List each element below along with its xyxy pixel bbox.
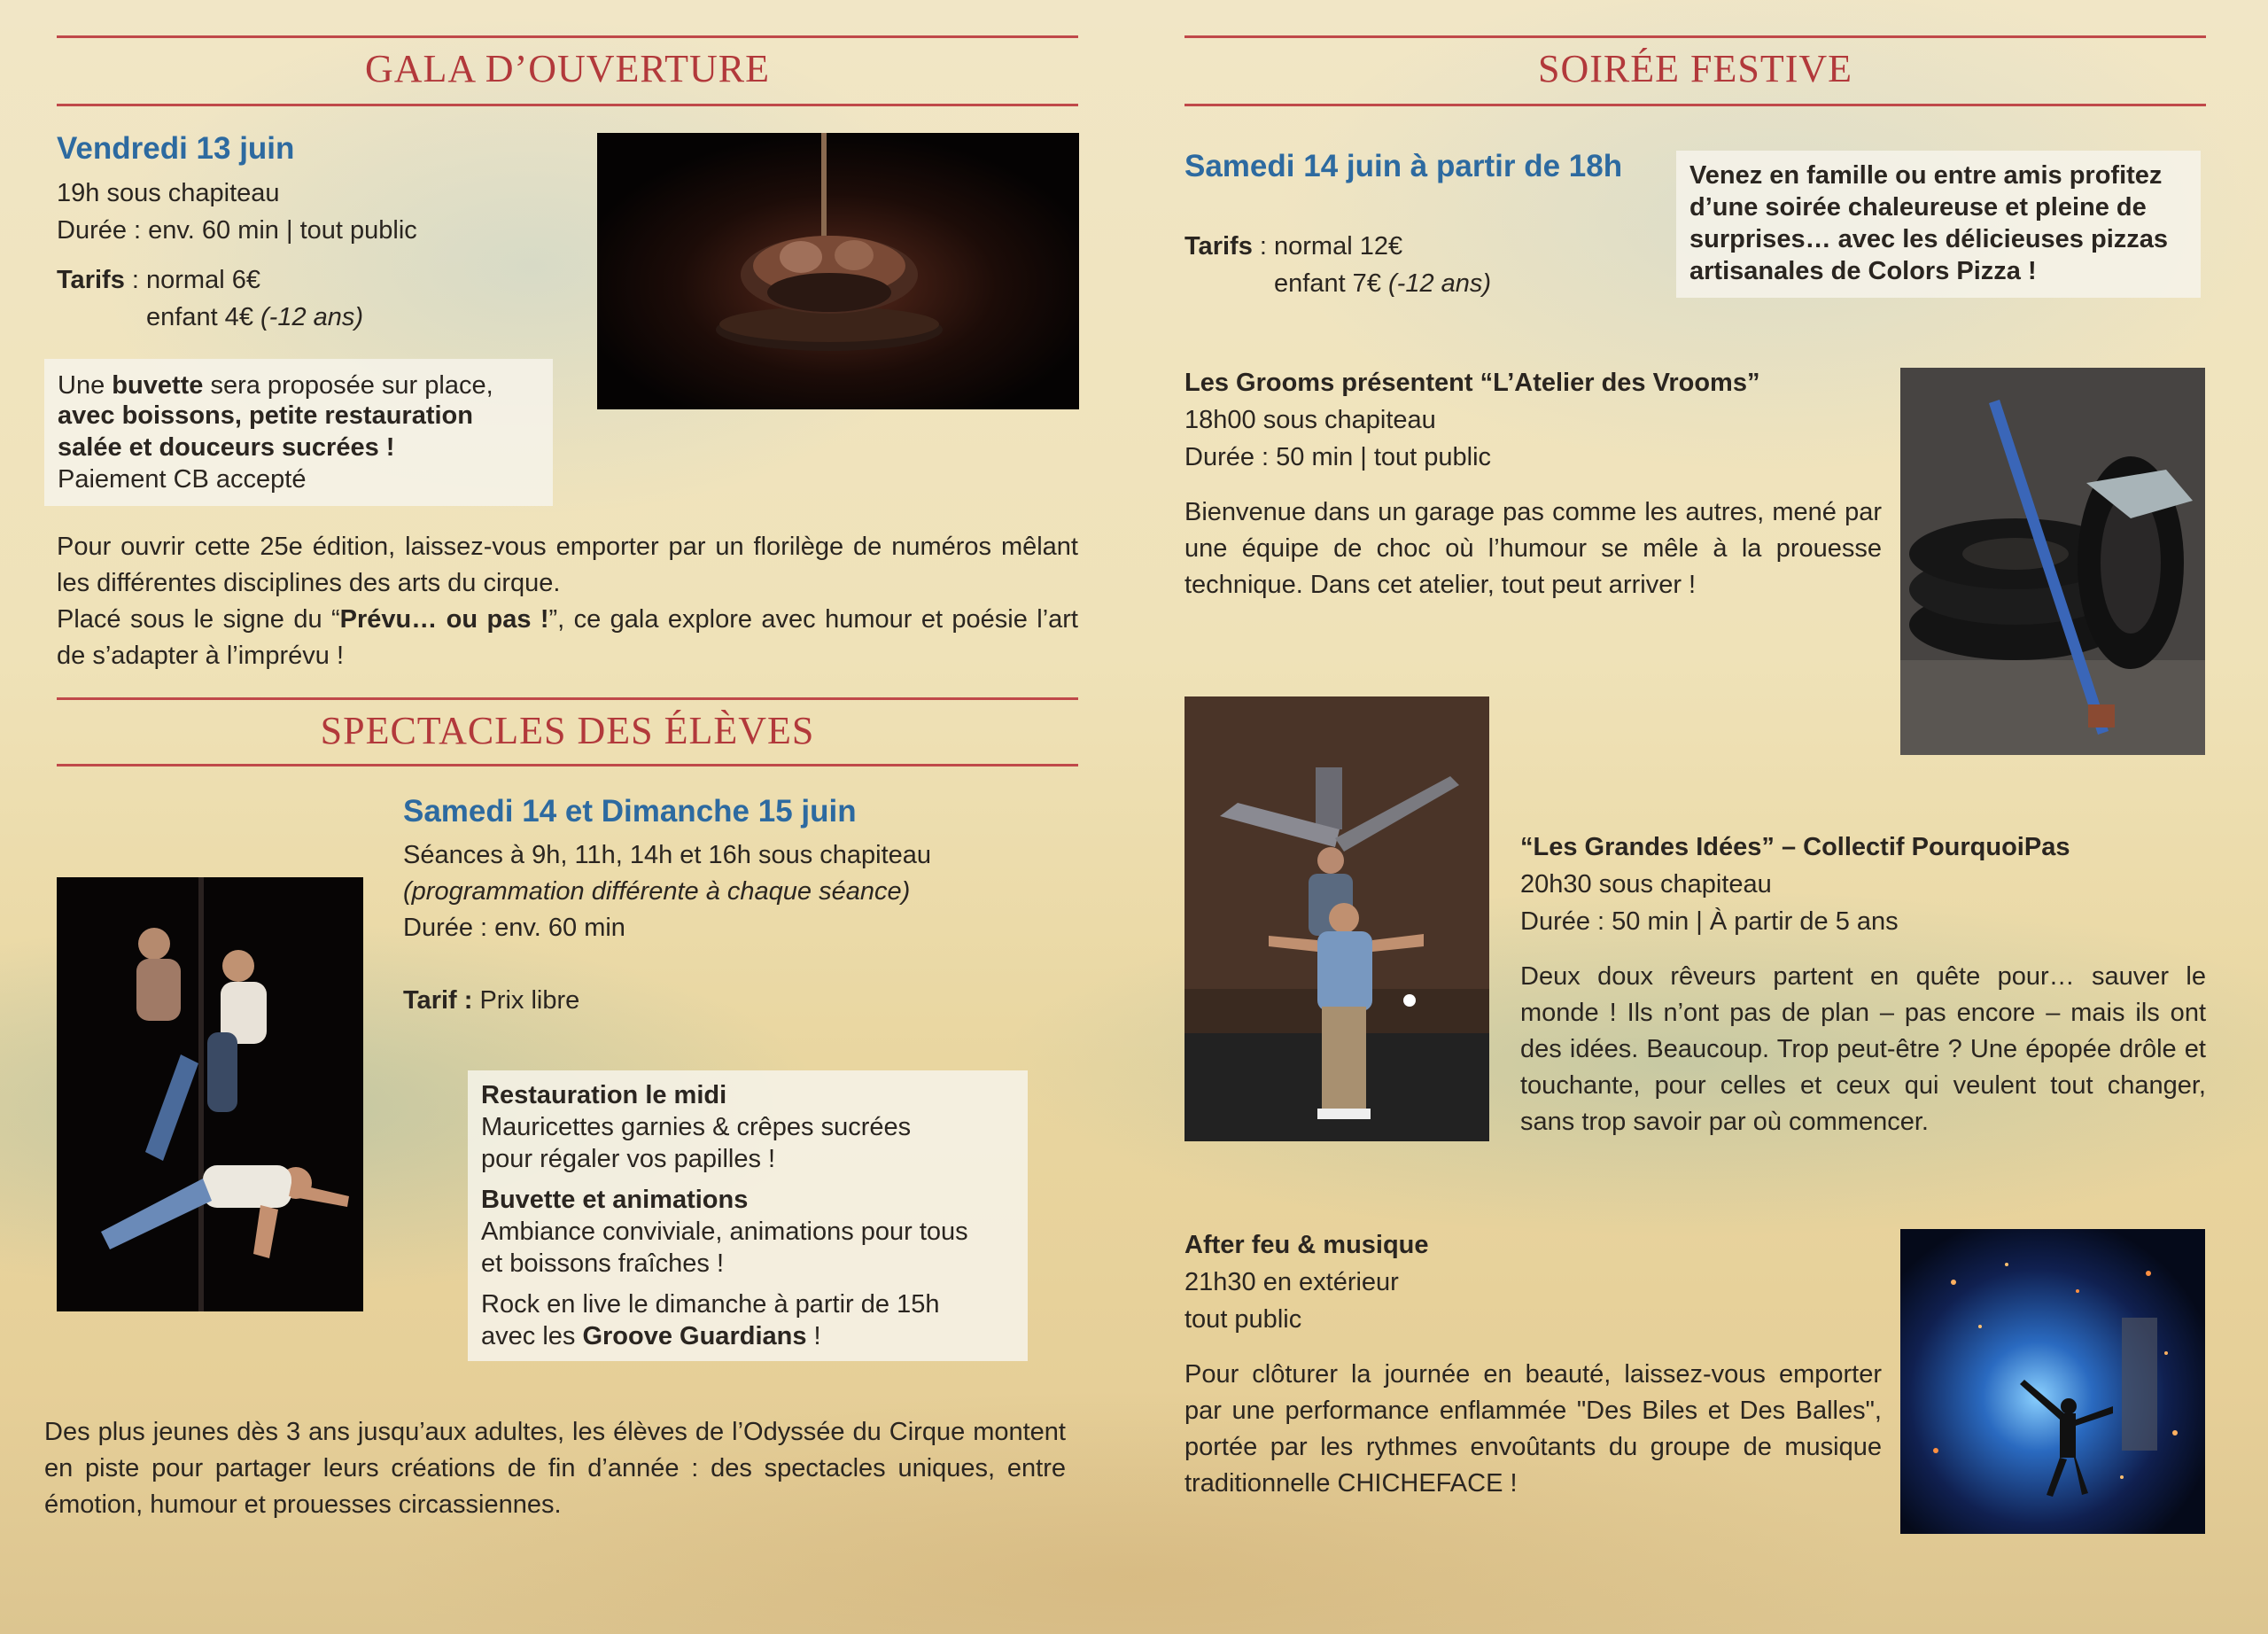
gala-buvette-bold: buvette xyxy=(112,371,204,400)
gala-buvette-post: sera proposée sur place, xyxy=(203,371,493,400)
grooms-description: Bienvenue dans un garage pas comme les autres, mené par une équipe de choc où l’humour se mêle à la prouesse technique. Dans cet atelier, tout peut arriver ! xyxy=(1184,498,1882,599)
gala-desc2-pre: Placé sous le signe du “ xyxy=(57,605,340,634)
gala-tarifs xyxy=(57,262,260,299)
soiree-invite-post: ! xyxy=(2020,257,2037,285)
eleves-rock-bold: Groove Guardians xyxy=(582,1322,807,1350)
idees-title: “Les Grandes Idées” – Collectif PourquoiPas xyxy=(1520,833,2070,861)
soiree-tarif-normal: : normal 12€ xyxy=(1252,232,1403,261)
soiree-rule-bottom xyxy=(1184,104,2206,106)
soiree-tarifs xyxy=(1184,229,1402,265)
gala-buvette-pre: Une xyxy=(58,371,113,400)
gala-buvette-line3: salée et douceurs sucrées ! xyxy=(58,433,395,462)
soiree-tarif-enfant: enfant 7€ xyxy=(1274,269,1381,298)
soiree-title: SOIRÉE FESTIVE xyxy=(1538,47,1852,90)
gala-tarif-enfant-note: (-12 ans) xyxy=(260,303,364,331)
idees-description: Deux doux rêveurs partent en quête pour… sauver le monde ! Ils n’ont pas de plan – pas encore – mais ils ont des idées. Beaucoup. Trop peut-être ? Une épopée drôle et touchante, pour celles et ceux qui veulent tout changer, sans trop savoir par où commencer. xyxy=(1520,962,2206,1136)
eleves-rule-bottom xyxy=(57,764,1078,766)
after-title: After feu & musique xyxy=(1184,1231,1429,1259)
eleves-description: Des plus jeunes dès 3 ans jusqu’aux adultes, les élèves de l’Odyssée du Cirque montent en piste pour partager leurs créations de fin d’année : des spectacles uniques, entre émotion, humour et prouesses circassiennes. xyxy=(44,1418,1066,1519)
after-description: Pour clôturer la journée en beauté, laissez-vous emporter par une performance enflammée "Des Biles et Des Balles", portée par les rythmes envoûtants du groupe de musique traditionnelle CHICHEFACE ! xyxy=(1184,1360,1882,1498)
gala-time: 19h sous chapiteau xyxy=(57,179,280,207)
soiree-invite-line1: Venez en famille ou entre amis profitez xyxy=(1689,161,2163,190)
soiree-invite-line2: d’une soirée chaleureuse et pleine de xyxy=(1689,193,2147,222)
gala-desc2 xyxy=(57,602,1078,674)
gala-duration: Durée : env. 60 min | tout public xyxy=(57,216,417,245)
gala-buvette-box xyxy=(44,359,553,506)
soiree-tarif-enfant-note: (-12 ans) xyxy=(1388,269,1492,298)
eleves-tarif-value: Prix libre xyxy=(472,986,580,1015)
eleves-rock-pre: avec les xyxy=(481,1322,583,1350)
gala-rule-bottom xyxy=(57,104,1078,106)
eleves-tarif-label: Tarif : xyxy=(403,986,473,1015)
after-audience: tout public xyxy=(1184,1305,1302,1334)
gala-buvette-line2: avec boissons, petite restauration xyxy=(58,401,473,430)
idees-time: 20h30 sous chapiteau xyxy=(1520,870,1772,899)
eleves-buvette-line2: et boissons fraîches ! xyxy=(481,1249,725,1278)
gala-description xyxy=(57,529,1078,674)
soiree-invite-pre: artisanales de xyxy=(1689,257,1868,285)
soiree-tarif-enfant-line xyxy=(1274,266,1491,302)
eleves-date: Samedi 14 et Dimanche 15 juin xyxy=(403,794,857,829)
gala-photo xyxy=(597,133,1079,409)
gala-tarifs-label: Tarifs xyxy=(57,266,125,294)
grooms-time: 18h00 sous chapiteau xyxy=(1184,406,1436,434)
soiree-invite-line4 xyxy=(1689,255,2037,287)
soiree-date: Samedi 14 juin à partir de 18h xyxy=(1184,149,1623,183)
eleves-photo xyxy=(57,877,363,1311)
gala-desc2-bold: Prévu… ou pas ! xyxy=(339,605,549,634)
eleves-resto-title: Restauration le midi xyxy=(481,1081,727,1109)
gala-buvette-line4: Paiement CB accepté xyxy=(58,465,307,494)
eleves-seances: Séances à 9h, 11h, 14h et 16h sous chapiteau xyxy=(403,841,932,869)
gala-buvette-line1 xyxy=(58,368,493,404)
soiree-invite-bold: Colors Pizza xyxy=(1868,257,2021,285)
soiree-rule-top xyxy=(1184,35,2206,38)
idees-duration: Durée : 50 min | À partir de 5 ans xyxy=(1520,907,1899,936)
gala-desc1: Pour ouvrir cette 25e édition, laissez-vous emporter par un florilège de numéros mêlant les différentes disciplines des arts du cirque. xyxy=(57,533,1078,597)
gala-rule-top xyxy=(57,35,1078,38)
eleves-title: SPECTACLES DES ÉLÈVES xyxy=(320,709,815,752)
eleves-info-box xyxy=(468,1070,1028,1361)
eleves-rule-top xyxy=(57,697,1078,700)
eleves-rock-post: ! xyxy=(806,1322,821,1350)
grooms-title: Les Grooms présentent “L’Atelier des Vrooms” xyxy=(1184,369,1760,397)
grooms-photo xyxy=(1900,368,2205,755)
eleves-prog: (programmation différente à chaque séance) xyxy=(403,877,911,906)
grooms-duration: Durée : 50 min | tout public xyxy=(1184,443,1492,471)
eleves-resto-line2: pour régaler vos papilles ! xyxy=(481,1145,776,1173)
soiree-invite-box xyxy=(1676,151,2201,298)
idees-photo xyxy=(1184,696,1489,1141)
after-photo xyxy=(1900,1229,2205,1534)
soiree-tarifs-label: Tarifs xyxy=(1184,232,1253,261)
gala-tarif-enfant: enfant 4€ xyxy=(146,303,253,331)
gala-title: GALA D’OUVERTURE xyxy=(365,47,770,90)
gala-tarif-enfant-line xyxy=(146,300,363,336)
eleves-resto-line1: Mauricettes garnies & crêpes sucrées xyxy=(481,1113,912,1141)
after-time: 21h30 en extérieur xyxy=(1184,1268,1399,1296)
eleves-buvette-line1: Ambiance conviviale, animations pour tous xyxy=(481,1218,968,1246)
eleves-buvette-title: Buvette et animations xyxy=(481,1186,749,1214)
gala-desc2-post: ”, ce gala explore avec humour et poésie l’art de s’adapter à l’imprévu ! xyxy=(57,605,1078,670)
eleves-duration: Durée : env. 60 min xyxy=(403,914,625,942)
gala-tarif-normal: : normal 6€ xyxy=(124,266,260,294)
eleves-rock-line2 xyxy=(481,1320,821,1352)
soiree-invite-line3: surprises… avec les délicieuses pizzas xyxy=(1689,225,2169,253)
eleves-tarif xyxy=(403,983,579,1019)
gala-date: Vendredi 13 juin xyxy=(57,131,295,166)
eleves-rock-line1: Rock en live le dimanche à partir de 15h xyxy=(481,1290,940,1319)
